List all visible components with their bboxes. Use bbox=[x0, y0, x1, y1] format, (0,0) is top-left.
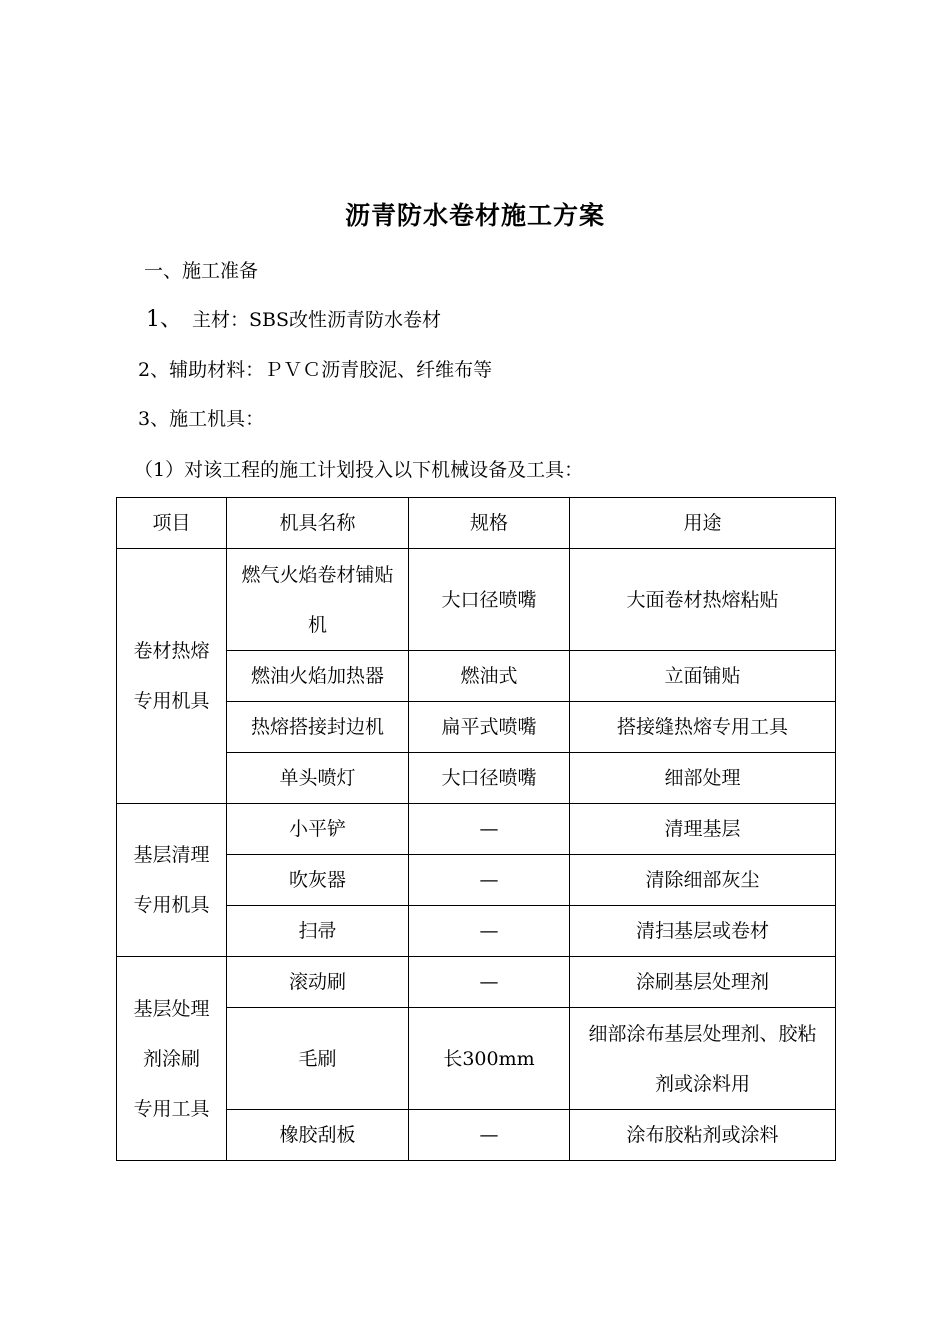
cell-line: 橡胶刮板 bbox=[279, 1124, 356, 1146]
cell-line: 专用机具 bbox=[133, 894, 210, 916]
spec-cell: — bbox=[409, 804, 570, 855]
tool-name-cell bbox=[227, 651, 409, 702]
cell-line: 专用机具 bbox=[133, 690, 210, 712]
document-title: 沥青防水卷材施工方案 bbox=[344, 201, 605, 230]
tool-name-cell bbox=[227, 1110, 409, 1161]
cell-line: 机 bbox=[307, 613, 327, 636]
use-cell bbox=[570, 1110, 836, 1161]
tool-name-cell bbox=[227, 549, 409, 651]
cell-line: 剂或涂料用 bbox=[654, 1072, 750, 1095]
spec-cell: 大口径喷嘴 bbox=[409, 753, 570, 804]
table-header-row bbox=[117, 498, 836, 549]
main-material-line bbox=[146, 302, 441, 333]
cell-line: 剂涂刷 bbox=[142, 1047, 200, 1070]
use-cell bbox=[570, 651, 836, 702]
cell-line: 立面铺贴 bbox=[664, 665, 741, 687]
main-material-text: 主材：SBS改性沥青防水卷材 bbox=[192, 309, 441, 331]
cell-line: 清除细部灰尘 bbox=[645, 869, 760, 891]
cell-line: 基层处理 bbox=[133, 997, 210, 1020]
category-cell bbox=[117, 549, 227, 804]
cell-line: 基层清理 bbox=[133, 844, 210, 866]
tool-name-cell bbox=[227, 1008, 409, 1110]
cell-line: 大面卷材热熔粘贴 bbox=[626, 588, 779, 611]
cell-line: 燃油火焰加热器 bbox=[250, 665, 384, 687]
use-cell bbox=[570, 549, 836, 651]
table-row bbox=[117, 549, 836, 651]
use-cell bbox=[570, 1008, 836, 1110]
spec-cell: 扁平式喷嘴 bbox=[409, 702, 570, 753]
tool-name-cell bbox=[227, 957, 409, 1008]
tool-name-cell bbox=[227, 804, 409, 855]
cell-line: 涂刷基层处理剂 bbox=[635, 971, 769, 993]
tools-intro: （1）对该工程的施工计划投入以下机械设备及工具： bbox=[134, 459, 584, 481]
use-cell bbox=[570, 957, 836, 1008]
spec-cell: — bbox=[409, 1110, 570, 1161]
header-cell: 机具名称 bbox=[227, 498, 409, 549]
spec-cell: 燃油式 bbox=[409, 651, 570, 702]
header-cell: 用途 bbox=[570, 498, 836, 549]
cell-line: 燃气火焰卷材铺贴 bbox=[241, 563, 394, 586]
tool-name-cell bbox=[227, 702, 409, 753]
cell-line: 专用工具 bbox=[133, 1097, 210, 1120]
tool-name-cell bbox=[227, 855, 409, 906]
cell-line: 热熔搭接封边机 bbox=[250, 716, 384, 738]
use-cell bbox=[570, 804, 836, 855]
category-cell bbox=[117, 957, 227, 1161]
spec-cell: 长300mm bbox=[409, 1008, 570, 1110]
use-cell bbox=[570, 855, 836, 906]
use-cell bbox=[570, 906, 836, 957]
header-cell: 规格 bbox=[409, 498, 570, 549]
tool-name-cell bbox=[227, 753, 409, 804]
cell-line: 细部处理 bbox=[664, 767, 741, 789]
cell-line: 清理基层 bbox=[664, 818, 741, 840]
cell-line: 搭接缝热熔专用工具 bbox=[616, 716, 788, 738]
equipment-table bbox=[116, 497, 836, 1161]
use-cell bbox=[570, 753, 836, 804]
cell-line: 小平铲 bbox=[288, 818, 346, 840]
cell-line: 清扫基层或卷材 bbox=[635, 920, 769, 942]
cell-line: 滚动刷 bbox=[288, 971, 346, 993]
cell-line: 涂布胶粘剂或涂料 bbox=[626, 1124, 779, 1146]
section-heading: 一、施工准备 bbox=[144, 260, 259, 282]
auxiliary-material-line: 2、辅助材料：ＰＶＣ沥青胶泥、纤维布等 bbox=[138, 359, 493, 381]
cell-line: 单头喷灯 bbox=[279, 767, 356, 789]
cell-line: 毛刷 bbox=[298, 1047, 337, 1070]
cell-line: 细部涂布基层处理剂、胶粘 bbox=[588, 1022, 817, 1045]
category-cell bbox=[117, 804, 227, 957]
table-row bbox=[117, 804, 836, 855]
table-row bbox=[117, 957, 836, 1008]
cell-line: 吹灰器 bbox=[288, 869, 346, 891]
tools-heading: 3、施工机具： bbox=[138, 408, 265, 430]
cell-line: 扫帚 bbox=[298, 920, 337, 942]
spec-cell: — bbox=[409, 855, 570, 906]
tool-name-cell bbox=[227, 906, 409, 957]
spec-cell: 大口径喷嘴 bbox=[409, 549, 570, 651]
cell-line: 卷材热熔 bbox=[133, 640, 210, 662]
header-cell: 项目 bbox=[117, 498, 227, 549]
spec-cell: — bbox=[409, 957, 570, 1008]
spec-cell: — bbox=[409, 906, 570, 957]
item-number: 1、 bbox=[146, 307, 182, 332]
use-cell bbox=[570, 702, 836, 753]
